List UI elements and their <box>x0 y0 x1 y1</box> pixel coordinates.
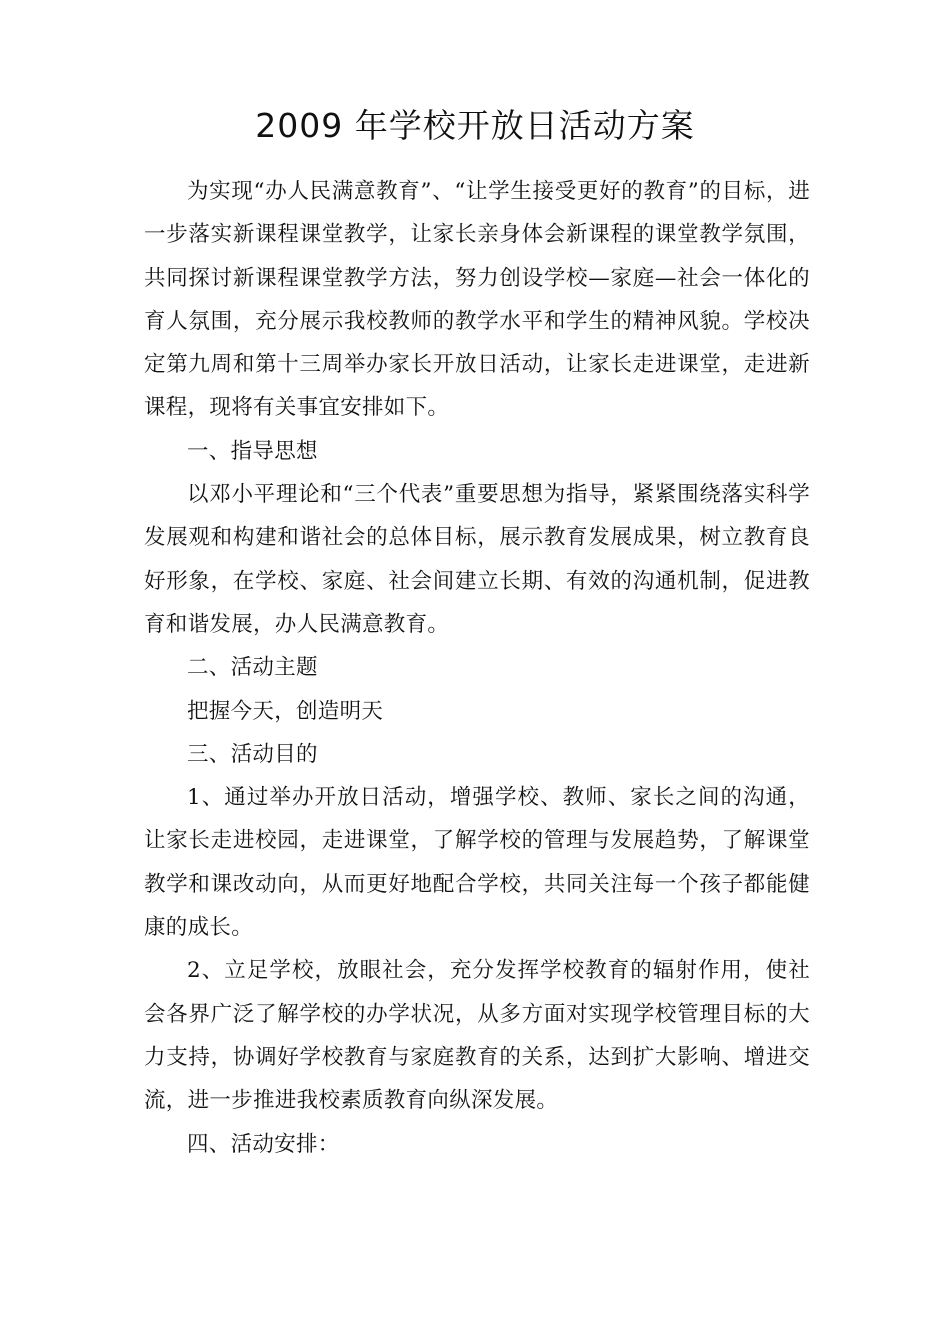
activity-theme-text: 把握今天，创造明天 <box>187 698 384 724</box>
section-heading-activity-purpose: 三、活动目的 <box>187 741 318 767</box>
document-title: 2009 年学校开放日活动方案 <box>255 106 695 145</box>
section-heading-activity-theme: 二、活动主题 <box>187 655 318 681</box>
document-body <box>144 170 810 1166</box>
section-heading-activity-arrangement: 四、活动安排： <box>187 1131 340 1157</box>
guiding-ideology-paragraph: 以邓小平理论和“三个代表”重要思想为指导，紧紧围绕落实科学发展观和构建和谐社会的总体目标，展示教育发展成果，树立教育良好形象，在学校、家庭、社会间建立长期、有效的沟通机制，促进教育和谐发展，办人民满意教育。 <box>144 482 810 637</box>
purpose-item-2: 2、立足学校，放眼社会，充分发挥学校教育的辐射作用，使社会各界广泛了解学校的办学状况，从多方面对实现学校管理目标的大力支持，协调好学校教育与家庭教育的关系，达到扩大影响、增进交流，进一步推进我校素质教育向纵深发展。 <box>144 958 810 1114</box>
intro-paragraph: 为实现“办人民满意教育”、“让学生接受更好的教育”的目标，进一步落实新课程课堂教学，让家长亲身体会新课程的课堂教学氛围，共同探讨新课程课堂教学方法，努力创设学校—家庭—社会一体化的育人氛围，充分展示我校教师的教学水平和学生的精神风貌。学校决定第九周和第十三周举办家长开放日活动，让家长走进课堂，走进新课程，现将有关事宜安排如下。 <box>144 179 810 421</box>
purpose-item-1: 1、通过举办开放日活动，增强学校、教师、家长之间的沟通，让家长走进校园，走进课堂，了解学校的管理与发展趋势，了解课堂教学和课改动向，从而更好地配合学校，共同关注每一个孩子都能健康的成长。 <box>144 785 810 941</box>
section-heading-guiding-ideology: 一、指导思想 <box>187 438 318 464</box>
